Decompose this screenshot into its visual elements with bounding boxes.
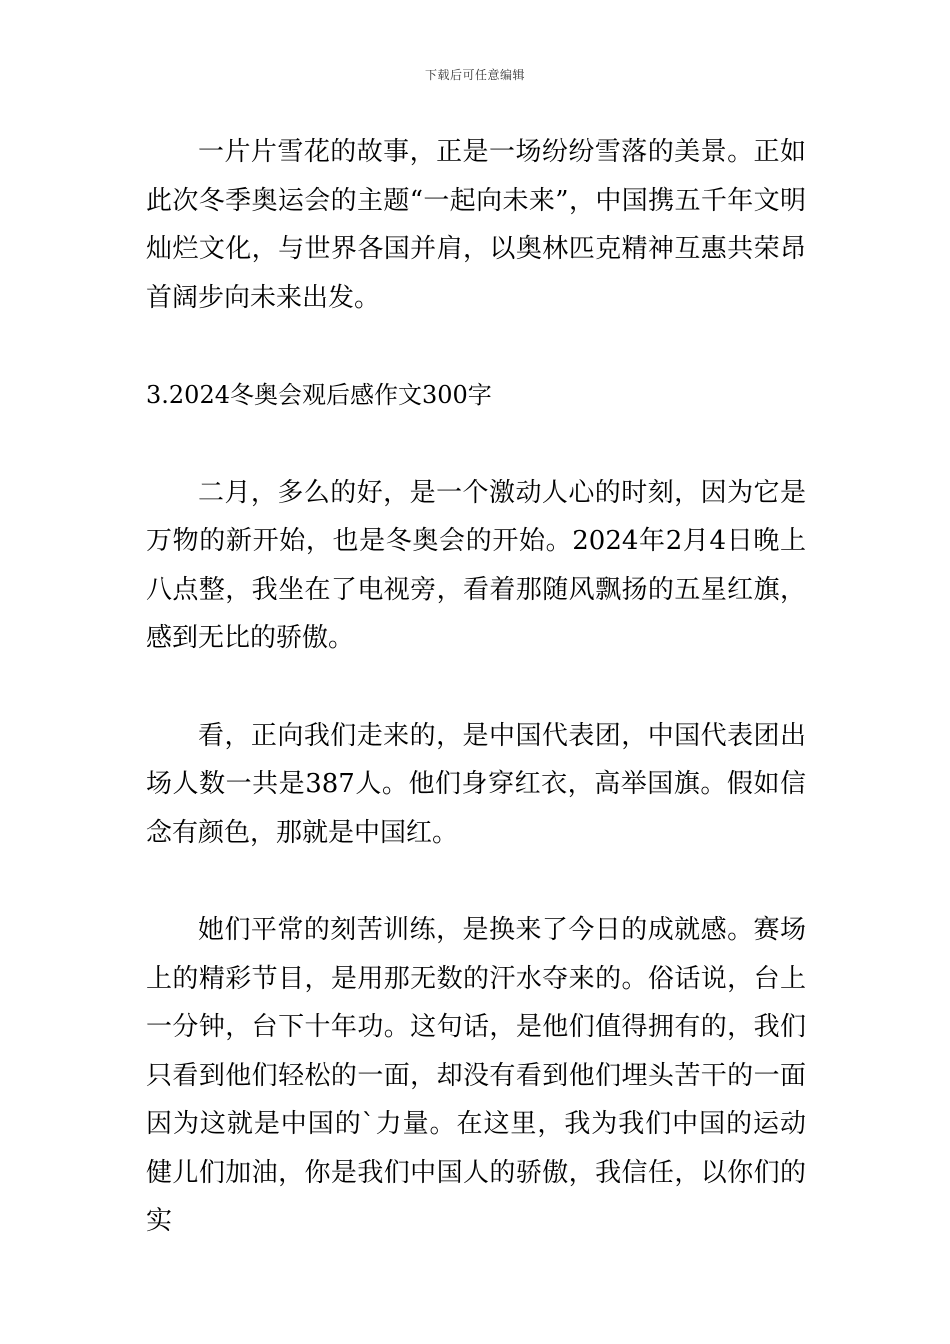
paragraph-1: 一片片雪花的故事，正是一场纷纷雪落的美景。正如此次冬季奥运会的主题“一起向未来”，中国携五千年文明灿烂文化，与世界各国并肩，以奥林匹克精神互惠共荣昂首阔步向未来出发。 bbox=[146, 137, 806, 313]
paragraph-gap bbox=[146, 322, 806, 371]
paragraph-gap bbox=[146, 420, 806, 469]
paragraph-3: 看，正向我们走来的，是中国代表团，中国代表团出场人数一共是387人。他们身穿红衣，高举国旗。假如信念有颜色，那就是中国红。 bbox=[146, 720, 806, 848]
page-header: 下载后可任意编辑 bbox=[424, 68, 525, 82]
paragraph-2: 二月，多么的好，是一个激动人心的时刻，因为它是万物的新开始，也是冬奥会的开始。2024年2月4日晚上八点整，我坐在了电视旁，看着那随风飘扬的五星红旗，感到无比的骄傲。 bbox=[146, 477, 806, 653]
paragraph-gap bbox=[146, 663, 806, 712]
paragraph-4: 她们平常的刻苦训练，是换来了今日的成就感。赛场上的精彩节目，是用那无数的汗水夺来的。俗话说，台上一分钟，台下十年功。这句话，是他们值得拥有的，我们只看到他们轻松的一面，却没有看到他们埋头苦干的一面因为这就是中国的`力量。在这里，我为我们中国的运动健儿们加油，你是我们中国人的骄傲，我信任，以你们的实 bbox=[146, 915, 806, 1236]
paragraph-gap bbox=[146, 857, 806, 906]
section-heading: 3.2024冬奥会观后感作文300字 bbox=[146, 381, 492, 409]
document-body bbox=[146, 128, 806, 1246]
